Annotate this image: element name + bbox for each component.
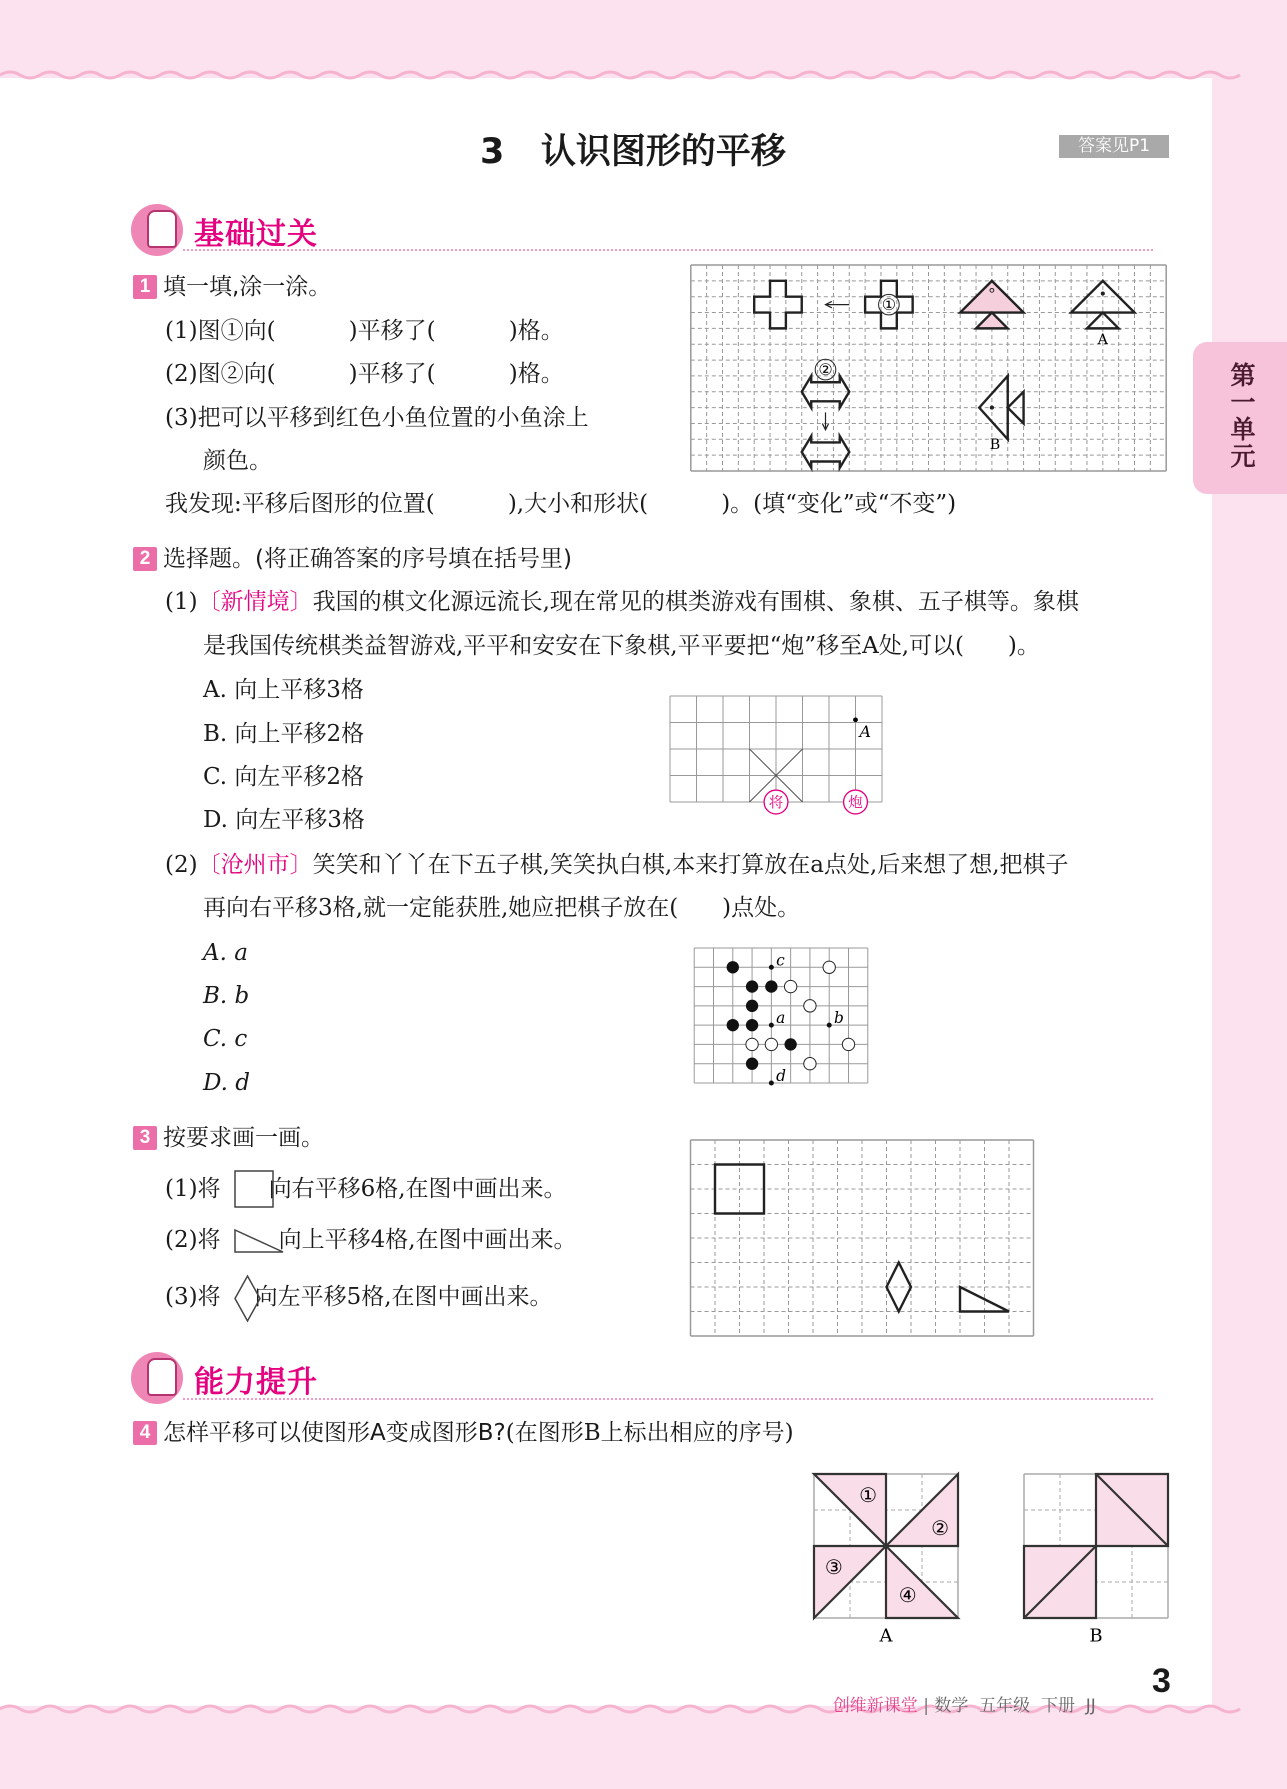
white-stone bbox=[804, 1058, 816, 1070]
white-stone bbox=[746, 1038, 758, 1050]
section-divider bbox=[183, 1398, 1153, 1400]
question-title: 选择题。(将正确答案的序号填在括号里) bbox=[163, 546, 572, 572]
footer-brand: 创维新课堂 bbox=[832, 1696, 918, 1716]
piece-label bbox=[825, 1556, 843, 1579]
point-label bbox=[776, 1067, 786, 1085]
point-label bbox=[834, 1009, 844, 1027]
question-note: (在图形B上标出相应的序号) bbox=[505, 1420, 794, 1446]
figure-a-label bbox=[879, 1625, 894, 1646]
figure-a bbox=[814, 1474, 958, 1618]
q3-item-3 bbox=[165, 1282, 553, 1312]
item-text: 我国的棋文化源远流长,现在常见的棋类游戏有围棋、象棋、五子棋等。象棋 bbox=[312, 589, 1079, 615]
point-a-marker bbox=[853, 717, 858, 722]
footer-info: 数学 五年级 下册 JJ bbox=[934, 1696, 1096, 1716]
q1-line-3: (3)把可以平移到红色小鱼位置的小鱼涂上 bbox=[165, 405, 589, 431]
general-piece-label bbox=[769, 794, 784, 811]
section-title-advanced: 能力提升 bbox=[194, 1365, 318, 1400]
piece-label bbox=[859, 1484, 877, 1507]
footer: 创维新课堂 | 数学 五年级 下册 JJ bbox=[832, 1696, 1096, 1716]
label-2: ② bbox=[818, 360, 833, 380]
unit-side-tab[interactable] bbox=[1193, 342, 1287, 494]
label-1: ① bbox=[881, 295, 896, 315]
question-number-badge: 3 bbox=[133, 1126, 157, 1150]
q1-line-1: (1)图①向( )平移了( )格。 bbox=[165, 318, 564, 344]
q2-1-line-1 bbox=[165, 587, 1079, 617]
item-text: 向左平移5格,在图中画出来。 bbox=[254, 1284, 553, 1310]
q1-line-2: (2)图②向( )平移了( )格。 bbox=[165, 361, 564, 387]
cannon-piece-label bbox=[848, 794, 863, 811]
point-label bbox=[776, 1009, 785, 1027]
question-3-heading bbox=[133, 1123, 324, 1153]
section-mascot-icon bbox=[131, 204, 183, 256]
point-marker bbox=[769, 1080, 774, 1085]
point-marker bbox=[769, 1023, 774, 1028]
section-title-basic: 基础过关 bbox=[194, 217, 318, 252]
answer-reference-badge: 答案见P1 bbox=[1059, 135, 1169, 158]
context-tag: 〔沧州市〕 bbox=[197, 852, 313, 878]
item-prefix: (2)将 bbox=[165, 1227, 221, 1253]
white-stone bbox=[823, 961, 835, 973]
page-title: 3 认识图形的平移 bbox=[480, 132, 786, 172]
question-title: 填一填,涂一涂。 bbox=[163, 274, 332, 300]
q1-line-4: 颜色。 bbox=[203, 448, 272, 474]
fish-a-label bbox=[1097, 332, 1109, 348]
fish-b-label bbox=[990, 437, 1000, 453]
chess-board-figure bbox=[670, 696, 882, 802]
point-label bbox=[776, 951, 785, 969]
option-a[interactable]: A. 向上平移3格 bbox=[203, 677, 364, 703]
double-arrow-shape-moved bbox=[802, 436, 850, 468]
white-stone bbox=[804, 1000, 816, 1012]
white-stone bbox=[842, 1038, 854, 1050]
option-c[interactable]: C. c bbox=[203, 1026, 248, 1052]
unit-side-tab-label: 第一单元 bbox=[1227, 362, 1256, 470]
option-c[interactable]: C. 向左平移2格 bbox=[203, 764, 365, 790]
section-divider bbox=[183, 249, 1153, 251]
q2-2-line-2: 再向右平移3格,就一定能获胜,她应把棋子放在( )点处。 bbox=[203, 895, 801, 921]
black-stone bbox=[727, 1019, 739, 1031]
black-stone bbox=[784, 1038, 796, 1050]
point-a-label bbox=[857, 722, 870, 741]
item-text: 向右平移6格,在图中画出来。 bbox=[268, 1176, 567, 1202]
question-2-heading bbox=[133, 544, 572, 574]
white-stone bbox=[765, 1038, 777, 1050]
triangle-icon bbox=[234, 1229, 284, 1253]
question-4-heading bbox=[133, 1418, 794, 1448]
option-d[interactable]: D. 向左平移3格 bbox=[203, 807, 365, 833]
square-icon bbox=[234, 1170, 274, 1208]
black-stone bbox=[727, 961, 739, 973]
item-text: 向上平移4格,在图中画出来。 bbox=[278, 1227, 577, 1253]
q3-item-2 bbox=[165, 1225, 577, 1255]
item-text: 笑笑和丫丫在下五子棋,笑笑执白棋,本来打算放在a点处,后来想了想,把棋子 bbox=[312, 852, 1069, 878]
black-stone bbox=[746, 1058, 758, 1070]
q1-discovery-line: 我发现:平移后图形的位置( ),大小和形状( )。(填“变化”或“不变”) bbox=[165, 491, 957, 517]
piece-label bbox=[931, 1517, 949, 1540]
q1-grid-figure bbox=[690, 265, 1167, 471]
question-number-badge: 1 bbox=[133, 275, 157, 299]
black-stone bbox=[765, 980, 777, 992]
item-prefix: (3)将 bbox=[165, 1284, 221, 1310]
question-title: 按要求画一画。 bbox=[163, 1125, 324, 1151]
point-marker bbox=[769, 965, 774, 970]
gomoku-board-figure bbox=[692, 948, 870, 1083]
point-marker bbox=[827, 1023, 832, 1028]
item-prefix: (1)将 bbox=[165, 1176, 221, 1202]
option-b[interactable]: B. b bbox=[203, 983, 250, 1009]
wavy-border-top bbox=[0, 60, 1212, 90]
white-stone bbox=[784, 980, 796, 992]
question-number-badge: 4 bbox=[133, 1421, 157, 1445]
black-stone bbox=[746, 1000, 758, 1012]
figure-b-label bbox=[1089, 1625, 1102, 1646]
option-a[interactable]: A. a bbox=[203, 940, 248, 966]
q2-2-line-1 bbox=[165, 850, 1069, 880]
figure-b bbox=[1024, 1474, 1168, 1618]
question-number-badge: 2 bbox=[133, 547, 157, 571]
option-d[interactable]: D. d bbox=[203, 1070, 250, 1096]
diamond-icon bbox=[234, 1275, 261, 1322]
question-1-heading bbox=[133, 272, 331, 302]
black-stone bbox=[746, 980, 758, 992]
cross-shape-target bbox=[754, 281, 802, 329]
q3-item-1 bbox=[165, 1174, 567, 1204]
page-number: 3 bbox=[1152, 1662, 1171, 1700]
piece-label bbox=[899, 1584, 917, 1607]
item-prefix: (2) bbox=[165, 852, 198, 878]
context-tag: 〔新情境〕 bbox=[197, 589, 313, 615]
q3-drawing-grid[interactable] bbox=[690, 1140, 1034, 1336]
option-b[interactable]: B. 向上平移2格 bbox=[203, 721, 365, 747]
section-mascot-icon bbox=[131, 1352, 183, 1404]
q2-1-line-2: 是我国传统棋类益智游戏,平平和安安在下象棋,平平要把“炮”移至A处,可以( )。 bbox=[203, 633, 1040, 659]
black-stone bbox=[746, 1019, 758, 1031]
item-prefix: (1) bbox=[165, 589, 198, 615]
question-title: 怎样平移可以使图形A变成图形B? bbox=[163, 1420, 506, 1446]
